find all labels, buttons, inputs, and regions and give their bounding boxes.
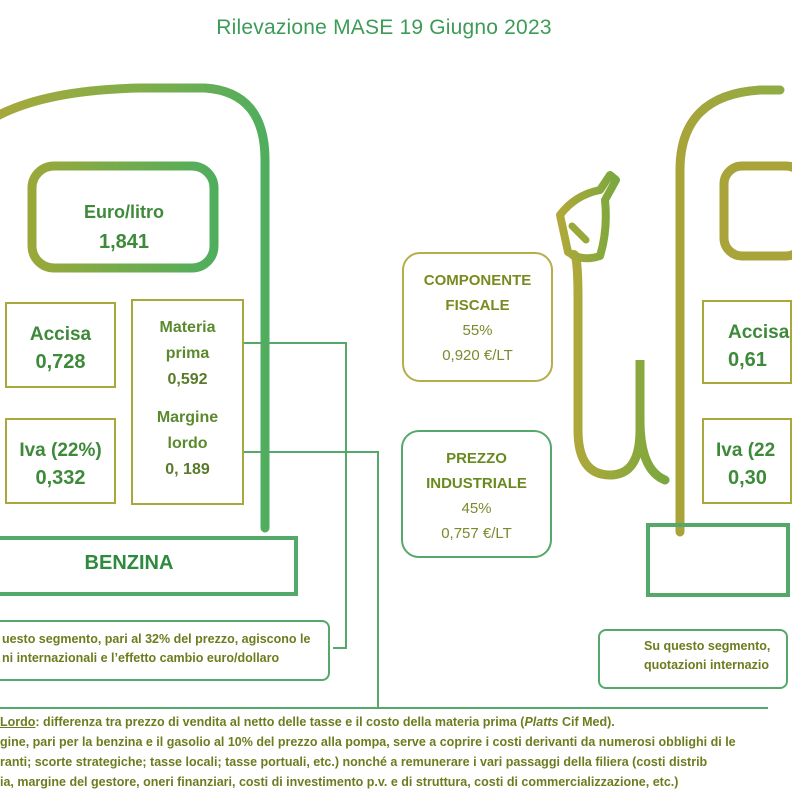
footer-line-1 — [0, 712, 768, 732]
margine-label-1: Margine — [156, 409, 219, 426]
accisa-value: 0,728 — [35, 351, 86, 373]
prezzo-industriale-card — [401, 430, 552, 558]
industriale-title-2: INDUSTRIALE — [426, 475, 527, 492]
benzina-display — [40, 198, 208, 258]
display-value: 1,841 — [98, 231, 150, 253]
benzina-note — [0, 620, 330, 681]
materia-label-2: prima — [165, 345, 210, 362]
gasolio-accisa-label: Accisa — [728, 322, 790, 343]
fiscale-pct: 55% — [462, 322, 493, 339]
gasolio-note-line1: Su questo segmento, — [644, 639, 771, 653]
margine-label-2: lordo — [167, 435, 208, 452]
iva-value: 0,332 — [35, 467, 86, 489]
page-title: Rilevazione MASE 19 Giugno 2023 — [216, 16, 552, 39]
hose — [573, 255, 665, 480]
footer-line1-end: Cif Med). — [558, 715, 615, 729]
right-pump-base — [648, 525, 788, 595]
componente-fiscale-card — [402, 252, 553, 382]
display-label: Euro/litro — [84, 202, 164, 222]
gasolio-iva-label: Iva (22 — [716, 440, 776, 461]
industriale-title-1: PREZZO — [446, 450, 507, 467]
footer-line1-text: : differenza tra prezzo di vendita al netto delle tasse e il costo della materia prima ( — [35, 715, 525, 729]
footer-term: Lordo — [0, 715, 36, 729]
benzina-accisa-box — [5, 302, 116, 388]
benzina-base-label: BENZINA — [84, 552, 174, 574]
gasolio-note — [598, 629, 788, 689]
gasolio-iva-value: 0,30 — [728, 467, 767, 489]
footer-line-4: ia, margine del gestore, oneri finanziari, costi di investimento p.v. e di struttura, costi di commercializzazione, etc.) — [0, 775, 679, 789]
fiscale-title-1: COMPONENTE — [423, 272, 532, 289]
benzina-iva-box — [5, 418, 116, 504]
accisa-label: Accisa — [29, 324, 92, 345]
gasolio-iva-box — [702, 418, 792, 504]
footer-line-3: ranti; scorte strategiche; tasse locali; tasse portuali, etc.) nonché a remunerare i vari passaggi della filiera (costi distrib — [0, 755, 708, 769]
benzina-note-line2: ni internazionali e l’effetto cambio euro/dollaro — [2, 651, 280, 665]
footer-line-2: gine, pari per la benzina e il gasolio al 10% del prezzo alla pompa, serve a coprire i costi derivanti da numerosi obblighi di le — [0, 735, 736, 749]
footer-notes — [0, 707, 768, 795]
right-display-frame — [724, 166, 792, 256]
materia-label-1: Materia — [159, 319, 216, 336]
nozzle-icon — [560, 175, 616, 258]
nozzle-handle — [572, 226, 586, 240]
benzina-industriale-box — [131, 299, 244, 505]
fiscale-value: 0,920 €/LT — [442, 347, 513, 364]
margine-value: 0, 189 — [165, 461, 210, 478]
footer-line1-italic: Platts — [524, 715, 559, 729]
fiscale-title-2: FISCALE — [445, 297, 510, 314]
industriale-value: 0,757 €/LT — [441, 525, 512, 542]
gasolio-accisa-box — [702, 300, 792, 384]
gasolio-accisa-value: 0,61 — [728, 349, 767, 371]
iva-label: Iva (22%) — [19, 440, 102, 461]
connector-materia — [243, 343, 346, 648]
benzina-note-line1: uesto segmento, pari al 32% del prezzo, agiscono le — [2, 632, 311, 646]
gasolio-note-line2: quotazioni internazio — [644, 658, 769, 672]
industriale-pct: 45% — [461, 500, 492, 517]
materia-value: 0,592 — [167, 371, 208, 388]
